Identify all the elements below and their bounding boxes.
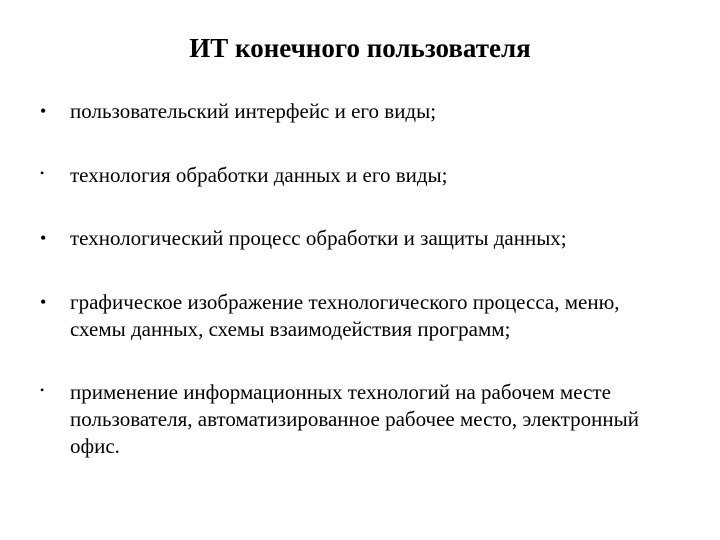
- list-item-text: технология обработки данных и его виды;: [70, 163, 448, 187]
- list-item-text: пользовательский интерфейс и его виды;: [70, 99, 437, 123]
- list-item-text: применение информационных технологий на рабочем месте пользователя, автоматизированное рабочее место, электронный офис.: [70, 380, 639, 458]
- list-item-text: технологический процесс обработки и защиты данных;: [70, 226, 567, 250]
- bullet-icon: •: [40, 101, 47, 121]
- bullet-icon: •: [40, 383, 45, 397]
- list-item: [40, 225, 680, 252]
- list-item-text: графическое изображение технологического процесса, меню, схемы данных, схемы взаимодействия программ;: [70, 290, 620, 341]
- list-item: [40, 162, 680, 189]
- list-item: [40, 98, 680, 125]
- list-item: [40, 379, 680, 460]
- slide-title: ИТ конечного пользователя: [189, 33, 531, 63]
- bullet-icon: •: [40, 228, 47, 248]
- bullet-icon: •: [40, 166, 45, 180]
- list-item: [40, 289, 680, 343]
- bullet-icon: •: [40, 292, 47, 312]
